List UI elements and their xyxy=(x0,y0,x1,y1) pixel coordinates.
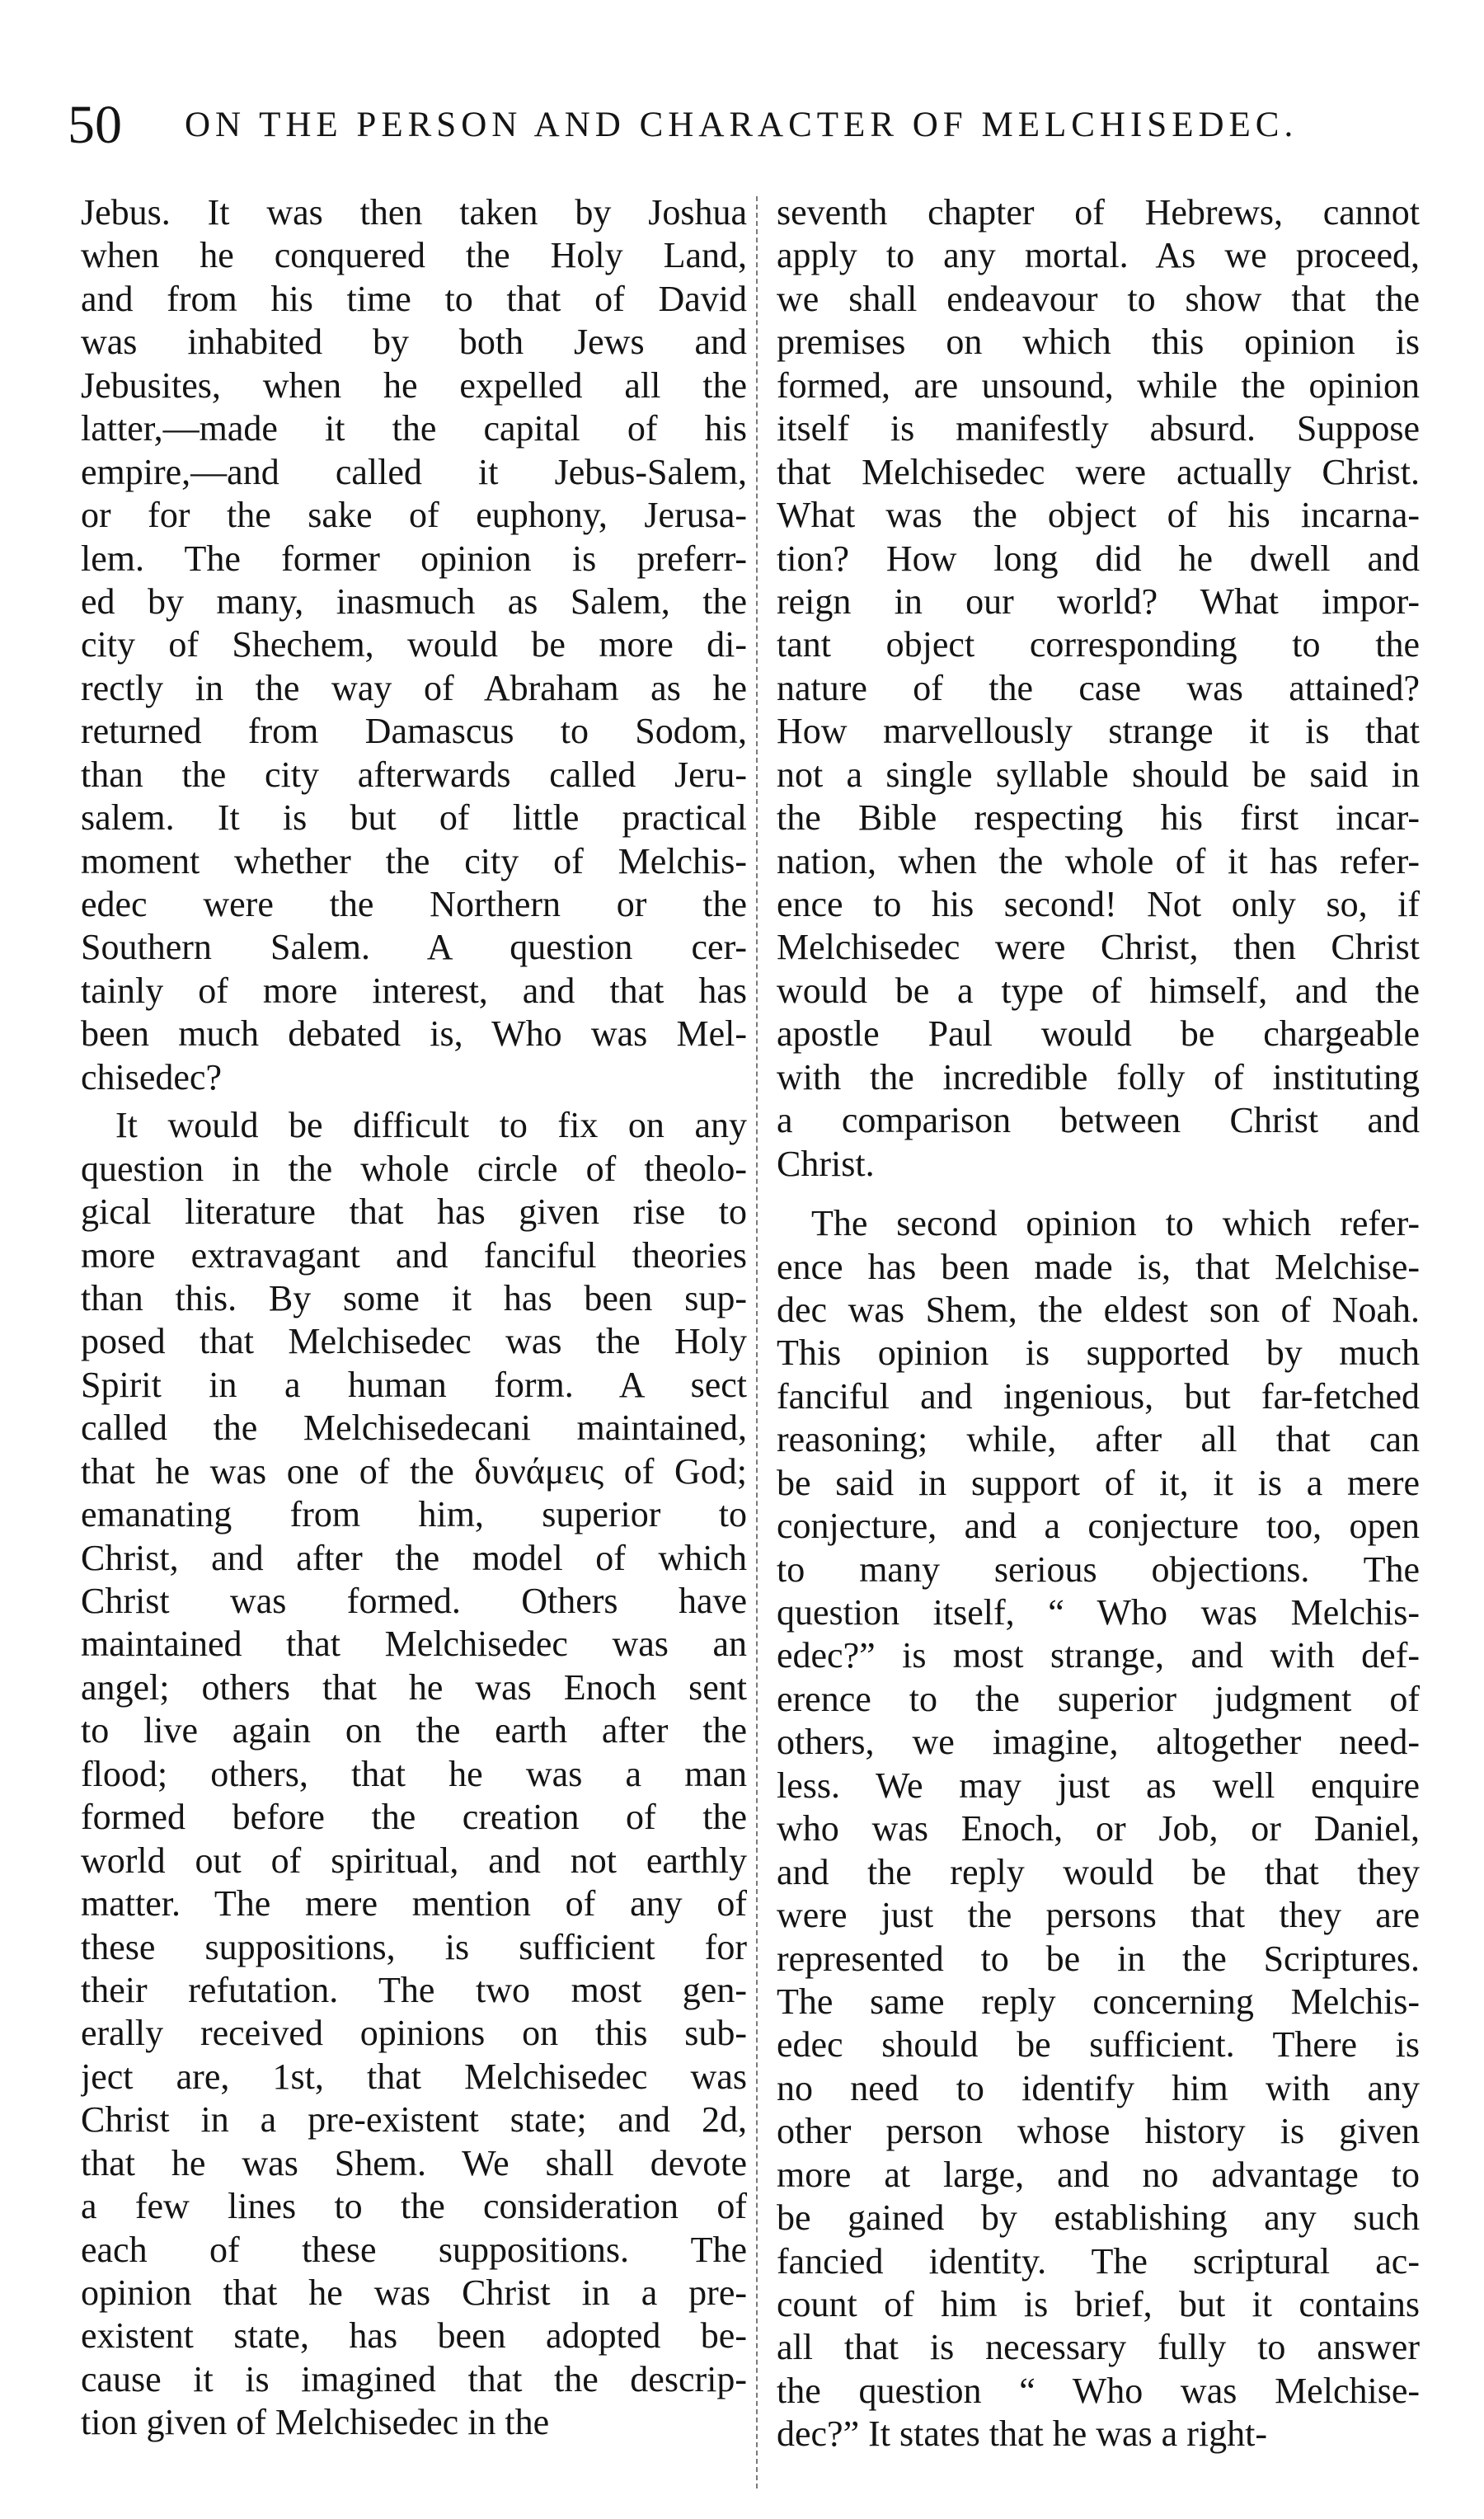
text-line: edec were the Northern or the xyxy=(81,884,747,924)
text-line: rectly in the way of Abraham as he xyxy=(81,667,747,708)
text-line: Spirit in a human form. A sect xyxy=(81,1364,747,1405)
text-line: flood; others, that he was a man xyxy=(81,1753,747,1794)
right-text-column xyxy=(777,191,1420,2456)
text-line: less. We may just as well enquire xyxy=(777,1765,1420,1806)
text-line: that he was one of the δυνάμεις of God; xyxy=(81,1450,747,1492)
text-line: moment whether the city of Melchis- xyxy=(81,840,747,881)
page-header xyxy=(68,92,1420,158)
text-line: Southern Salem. A question cer- xyxy=(81,927,747,968)
text-line: reasoning; while, after all that can xyxy=(777,1419,1420,1460)
text-line: tion? How long did he dwell and xyxy=(777,538,1420,579)
text-line: than this. By some it has been sup- xyxy=(81,1277,747,1318)
text-line: What was the object of his incarna- xyxy=(777,495,1420,536)
text-line: the Bible respecting his first incar- xyxy=(777,797,1420,839)
text-line: more extravagant and fanciful theories xyxy=(81,1234,747,1276)
text-line: tainly of more interest, and that has xyxy=(81,970,747,1011)
text-line: The same reply concerning Melchis- xyxy=(777,1981,1420,2022)
column-divider xyxy=(756,196,758,2488)
text-line: each of these suppositions. The xyxy=(81,2229,747,2270)
text-line: all that is necessary fully to answer xyxy=(777,2327,1420,2368)
text-line: emanating from him, superior to xyxy=(81,1494,747,1535)
text-line: was inhabited by both Jews and xyxy=(81,322,747,363)
page-number: 50 xyxy=(68,95,122,155)
text-line: that he was Shem. We shall devote xyxy=(81,2142,747,2183)
text-line: would be a type of himself, and the xyxy=(777,970,1420,1011)
text-line: latter,—made it the capital of his xyxy=(81,408,747,449)
text-line: with the incredible folly of instituting xyxy=(777,1056,1420,1097)
text-line: and from his time to that of David xyxy=(81,278,747,319)
text-line: erally received opinions on this sub- xyxy=(81,2013,747,2054)
text-line: This opinion is supported by much xyxy=(777,1332,1420,1374)
running-title: ON THE PERSON AND CHARACTER OF MELCHISEDEC. xyxy=(185,106,1298,144)
text-line: nature of the case was attained? xyxy=(777,667,1420,708)
text-line: How marvellously strange it is that xyxy=(777,711,1420,752)
text-line: we shall endeavour to show that the xyxy=(777,278,1420,319)
text-line: ence to his second! Not only so, if xyxy=(777,884,1420,924)
text-line: were just the persons that they are xyxy=(777,1895,1420,1936)
text-line: matter. The mere mention of any of xyxy=(81,1883,747,1924)
text-line: no need to identify him with any xyxy=(777,2067,1420,2108)
text-line: more at large, and no advantage to xyxy=(777,2154,1420,2195)
text-line: Christ. xyxy=(777,1143,875,1184)
text-line: premises on which this opinion is xyxy=(777,322,1420,363)
text-line: Jebusites, when he expelled all the xyxy=(81,364,747,406)
text-line: the question “ Who was Melchise- xyxy=(777,2370,1420,2411)
text-line: represented to be in the Scriptures. xyxy=(777,1938,1420,1979)
text-line: city of Shechem, would be more di- xyxy=(81,624,747,665)
text-line: to live again on the earth after the xyxy=(81,1710,747,1751)
text-line: others, we imagine, altogether need- xyxy=(777,1722,1420,1763)
text-line: than the city afterwards called Jeru- xyxy=(81,754,747,795)
text-line: world out of spiritual, and not earthly xyxy=(81,1840,747,1881)
text-line: opinion that he was Christ in a pre- xyxy=(81,2272,747,2313)
text-line: called the Melchisedecani maintained, xyxy=(81,1408,747,1449)
text-line: formed, are unsound, while the opinion xyxy=(777,364,1420,406)
text-line: seventh chapter of Hebrews, cannot xyxy=(777,192,1420,233)
text-line: a few lines to the consideration of xyxy=(81,2186,747,2227)
text-line: their refutation. The two most gen- xyxy=(81,1969,747,2010)
text-line: existent state, has been adopted be- xyxy=(81,2315,747,2357)
text-line: maintained that Melchisedec was an xyxy=(81,1624,747,1665)
text-line: fanciful and ingenious, but far-fetched xyxy=(777,1375,1420,1417)
text-line: who was Enoch, or Job, or Daniel, xyxy=(777,1808,1420,1849)
text-line: erence to the superior judgment of xyxy=(777,1678,1420,1719)
text-line: count of him is brief, but it contains xyxy=(777,2284,1420,2324)
text-line: It would be difficult to fix on any xyxy=(115,1105,747,1146)
text-line: reign in our world? What impor- xyxy=(777,580,1420,622)
text-line: Christ in a pre-existent state; and 2d, xyxy=(81,2099,747,2141)
text-line: question in the whole circle of theolo- xyxy=(81,1148,747,1189)
text-line: Melchisedec were Christ, then Christ xyxy=(777,927,1420,968)
text-line: Christ was formed. Others have xyxy=(81,1581,747,1621)
text-line: that Melchisedec were actually Christ. xyxy=(777,451,1420,492)
text-line: be said in support of it, it is a mere xyxy=(777,1462,1420,1503)
left-text-column xyxy=(81,191,747,2445)
text-line: been much debated is, Who was Mel- xyxy=(81,1013,747,1055)
text-line: a comparison between Christ and xyxy=(777,1100,1420,1141)
text-line: Jebus. It was then taken by Joshua xyxy=(81,192,747,233)
text-line: apostle Paul would be chargeable xyxy=(777,1013,1420,1055)
text-line: ject are, 1st, that Melchisedec was xyxy=(81,2056,747,2097)
text-line: dec was Shem, the eldest son of Noah. xyxy=(777,1289,1420,1330)
text-line: itself is manifestly absurd. Suppose xyxy=(777,408,1420,449)
text-line: apply to any mortal. As we proceed, xyxy=(777,235,1420,276)
text-line: or for the sake of euphony, Jerusa- xyxy=(81,495,747,536)
text-line: ence has been made is, that Melchise- xyxy=(777,1246,1420,1287)
text-line: these suppositions, is sufficient for xyxy=(81,1926,747,1967)
text-line: and the reply would be that they xyxy=(777,1851,1420,1892)
text-line: gical literature that has given rise to xyxy=(81,1191,747,1233)
text-line: nation, when the whole of it has refer- xyxy=(777,840,1420,881)
text-line: to many serious objections. The xyxy=(777,1549,1420,1590)
text-line: tant object corresponding to the xyxy=(777,624,1420,665)
text-line: fancied identity. The scriptural ac- xyxy=(777,2240,1420,2282)
text-line: ed by many, inasmuch as Salem, the xyxy=(81,580,747,622)
text-line: angel; others that he was Enoch sent xyxy=(81,1666,747,1708)
text-line: edec?” is most strange, and with def- xyxy=(777,1635,1420,1676)
text-line: not a single syllable should be said in xyxy=(777,754,1420,795)
text-line: tion given of Melchisedec in the xyxy=(81,2402,550,2443)
text-line: dec?” It states that he was a right- xyxy=(777,2413,1267,2455)
text-line: salem. It is but of little practical xyxy=(81,797,747,839)
text-line: be gained by establishing any such xyxy=(777,2197,1420,2239)
text-line: when he conquered the Holy Land, xyxy=(81,235,747,276)
text-line: other person whose history is given xyxy=(777,2111,1420,2152)
text-line: posed that Melchisedec was the Holy xyxy=(81,1321,747,1362)
text-line: question itself, “ Who was Melchis- xyxy=(777,1592,1420,1633)
text-line: returned from Damascus to Sodom, xyxy=(81,711,747,752)
text-line: formed before the creation of the xyxy=(81,1797,747,1838)
text-line: edec should be sufficient. There is xyxy=(777,2024,1420,2065)
text-line: Christ, and after the model of which xyxy=(81,1537,747,1578)
text-line: chisedec? xyxy=(81,1056,222,1097)
text-line: cause it is imagined that the descrip- xyxy=(81,2358,747,2399)
text-line: The second opinion to which refer- xyxy=(811,1203,1420,1244)
text-line: conjecture, and a conjecture too, open xyxy=(777,1506,1420,1547)
text-line: lem. The former opinion is preferr- xyxy=(81,538,747,579)
text-line: empire,—and called it Jebus-Salem, xyxy=(81,451,747,492)
